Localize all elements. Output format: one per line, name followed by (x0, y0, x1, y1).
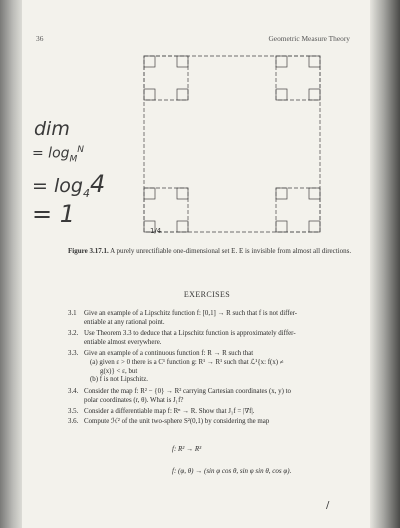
figure-square (144, 56, 188, 100)
handwriting-log-4-4: = $\log_44$ (32, 170, 106, 200)
handwriting-dim: dim (34, 118, 70, 140)
pen-stroke-mark: / (326, 500, 330, 511)
figure-square (276, 56, 320, 100)
exercise-3-3: 3.3. Give an example of a continuous function f: R → R such that (a) given ε > 0 there is a C¹ function g: R¹ → R¹ such that ℒ¹{x: f(x) ≠ g(x)} < ε, but (b) f is not Lipschitz. (68, 350, 284, 384)
exercise-3-5: 3.5. Consider a differentiable map f: Rⁿ → R. Show that J₁f = |∇f|. (68, 408, 255, 415)
figure-square (177, 188, 188, 199)
running-title: Geometric Measure Theory (268, 34, 350, 43)
exercise-3-6: 3.6. Compute ℋ² of the unit two-sphere S²(0,1) by considering the map (68, 418, 270, 425)
figure-square (177, 89, 188, 100)
figure-square (144, 56, 320, 232)
figure-square (144, 89, 155, 100)
figure-square (276, 221, 287, 232)
handwriting-log-m-n: = $\log_M^N$ (32, 145, 85, 165)
figure-square (309, 56, 320, 67)
figure-square (309, 188, 320, 199)
figure-square (144, 56, 155, 67)
page-number: 36 (36, 34, 44, 43)
figure-square (276, 188, 320, 232)
exercises-heading: EXERCISES (183, 290, 231, 299)
exercise-3-4: 3.4. Consider the map f: R² − {0} → R² carrying Cartesian coordinates (x, y) to polar coordinates (r, θ). What is J₁f? (68, 388, 291, 404)
figure-square (177, 56, 188, 67)
figure-square (276, 188, 287, 199)
handwriting-quarter: 1/4 (150, 227, 162, 235)
figure-square (309, 89, 320, 100)
figure-square (144, 188, 155, 199)
handwriting-equals-one: = 1 (32, 200, 76, 228)
figure-square (177, 221, 188, 232)
page-shadow-left (0, 0, 22, 528)
figure-square (309, 221, 320, 232)
book-page (22, 0, 378, 528)
figure-square (276, 89, 287, 100)
figure-square (144, 188, 188, 232)
display-map-formula: f: (φ, θ) → (sin φ cos θ, sin φ sin θ, cos φ). (172, 467, 292, 475)
figure-caption: Figure 3.17.1. A purely unrectifiable one-dimensional set E. E is invisible from almost all directions. (68, 247, 352, 255)
display-map-signature: f: R² → R³ (172, 445, 202, 453)
page-shadow-right (370, 0, 400, 528)
exercise-3-1: 3.1 Give an example of a Lipschitz function f: [0,1] → R such that f is not differ- entiable at any rational point. (68, 310, 298, 326)
figure-square (276, 56, 287, 67)
exercise-3-2: 3.2. Use Theorem 3.3 to deduce that a Lipschitz function is approximately differ- entiable almost everywhere. (68, 330, 296, 346)
